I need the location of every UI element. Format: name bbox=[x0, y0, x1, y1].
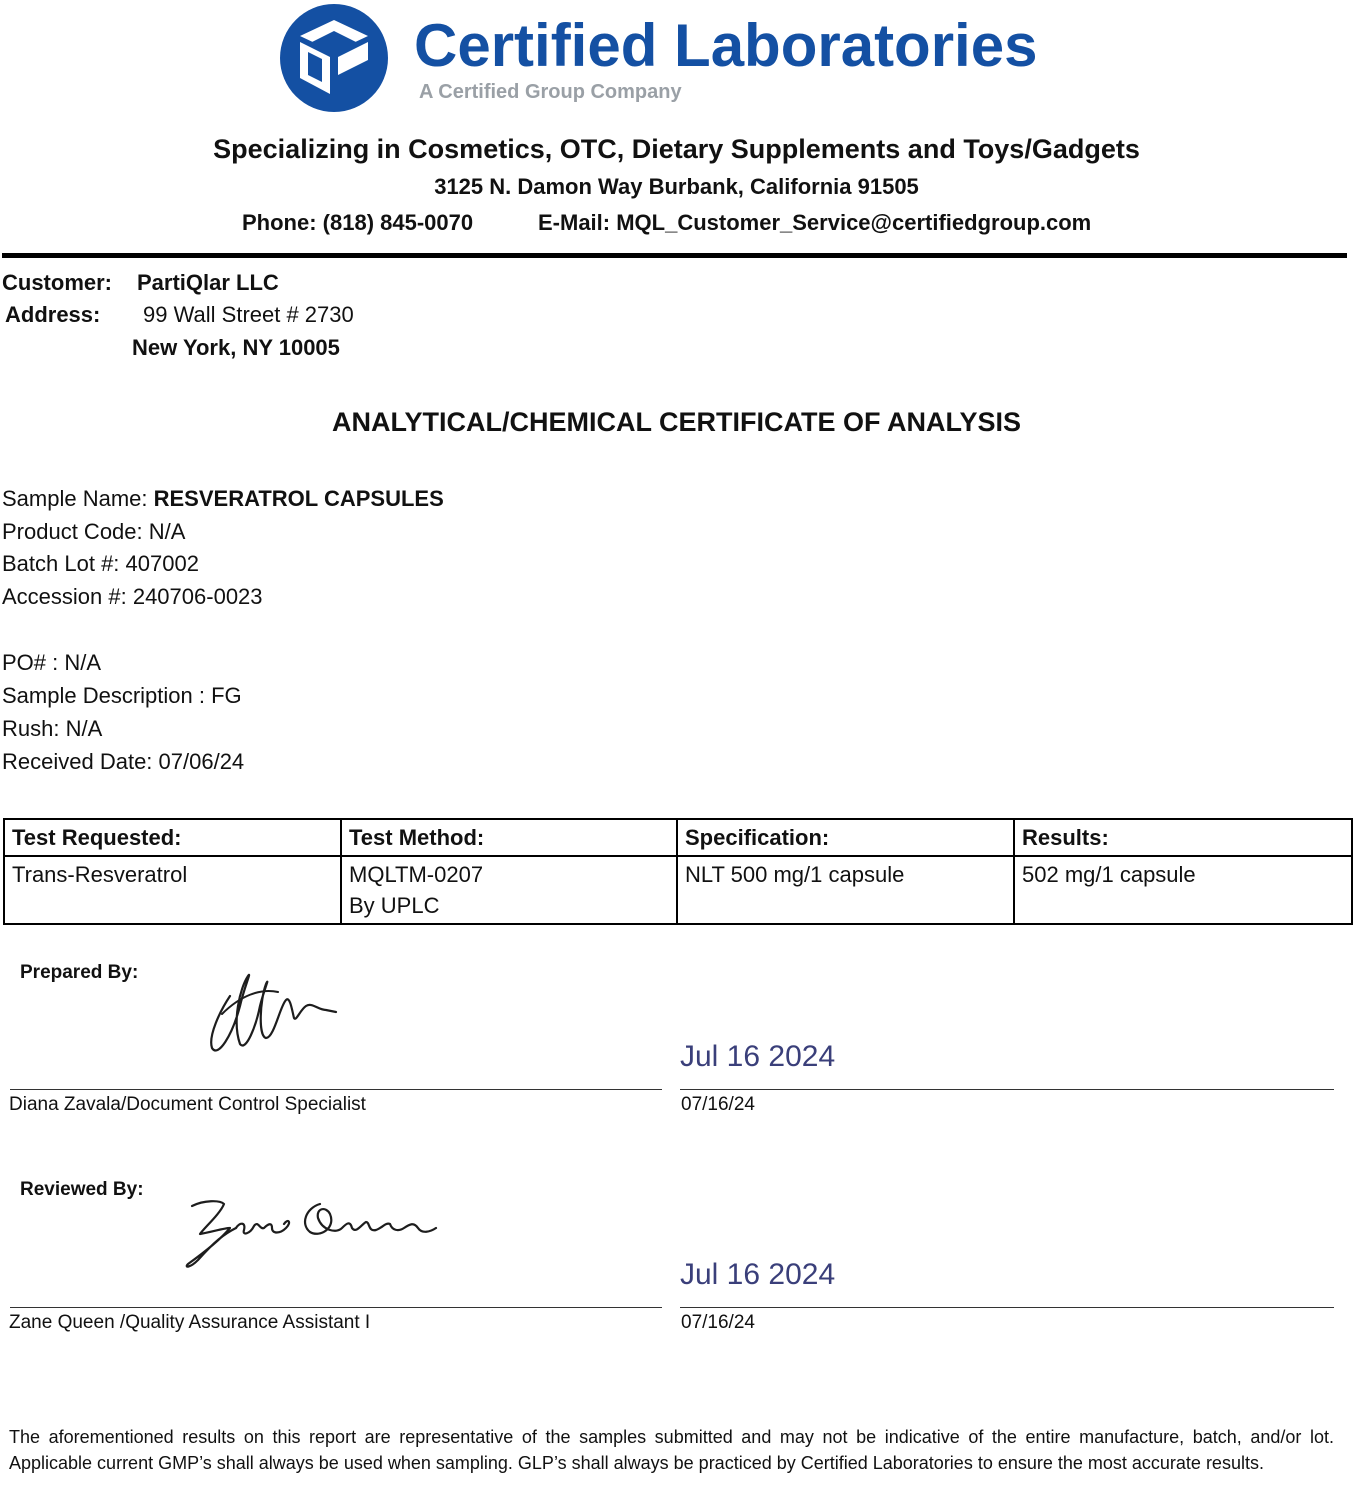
document-title: ANALYTICAL/CHEMICAL CERTIFICATE OF ANALYSIS bbox=[331, 407, 1022, 437]
reviewed-by-name: Zane Queen /Quality Assurance Assistant I bbox=[9, 1312, 371, 1333]
column-header-specification: Specification: bbox=[677, 819, 1014, 856]
customer-value: PartiQlar LLC bbox=[137, 270, 279, 295]
column-header-method: Test Method: bbox=[341, 819, 677, 856]
header-divider bbox=[2, 253, 1347, 258]
sample-description: Sample Description : FG bbox=[2, 683, 242, 708]
prepared-by-label: Prepared By: bbox=[20, 962, 139, 983]
product-code: Product Code: N/A bbox=[2, 519, 186, 544]
prepared-date-line bbox=[680, 1089, 1334, 1090]
address-line-2: New York, NY 10005 bbox=[132, 335, 340, 360]
cell-specification: NLT 500 mg/1 capsule bbox=[677, 856, 1014, 924]
column-header-test: Test Requested: bbox=[4, 819, 341, 856]
address-label: Address: bbox=[5, 302, 101, 327]
table-header-row bbox=[4, 819, 1352, 856]
reviewed-by-label: Reviewed By: bbox=[20, 1179, 144, 1200]
received-date: Received Date: 07/06/24 bbox=[2, 749, 245, 774]
cell-method bbox=[341, 856, 677, 924]
reviewed-stamp-date: Jul 16 2024 bbox=[680, 1258, 836, 1291]
po-number: PO# : N/A bbox=[2, 650, 102, 675]
certified-labs-logo-icon bbox=[272, 2, 396, 114]
cell-result: 502 mg/1 capsule bbox=[1014, 856, 1352, 924]
company-phone: Phone: (818) 845-0070 bbox=[242, 210, 474, 235]
sample-name-label: Sample Name: bbox=[2, 486, 154, 511]
company-name: Certified Laboratories bbox=[414, 12, 1038, 79]
reviewed-date-line bbox=[680, 1307, 1334, 1308]
prepared-by-name: Diana Zavala/Document Control Specialist bbox=[9, 1094, 366, 1115]
batch-lot: Batch Lot #: 407002 bbox=[2, 551, 199, 576]
accession-number: Accession #: 240706-0023 bbox=[2, 584, 263, 609]
rush: Rush: N/A bbox=[2, 716, 103, 741]
method-line-1: MQLTM-0207 bbox=[349, 862, 484, 887]
reviewed-signature-image bbox=[180, 1194, 440, 1270]
company-address: 3125 N. Damon Way Burbank, California 91505 bbox=[434, 174, 919, 199]
company-specialty: Specializing in Cosmetics, OTC, Dietary Supplements and Toys/Gadgets bbox=[213, 134, 1140, 164]
footer-disclaimer: The aforementioned results on this report are representative of the samples submitted and may not be indicative of the entire manufacture, batch, and/or lot. Applicable current GMP’s shall always be used when sampling. GLP’s shall always be practiced by Certified Laboratories to ensure the most accurate results. bbox=[9, 1427, 1334, 1473]
column-header-results: Results: bbox=[1014, 819, 1352, 856]
results-table bbox=[3, 818, 1353, 925]
company-tagline: A Certified Group Company bbox=[419, 81, 682, 103]
prepared-stamp-date: Jul 16 2024 bbox=[680, 1040, 836, 1073]
table-row bbox=[4, 856, 1352, 924]
reviewed-signature-line bbox=[10, 1307, 662, 1308]
prepared-signature-image bbox=[200, 966, 340, 1058]
prepared-signature-line bbox=[10, 1089, 662, 1090]
customer-label: Customer: bbox=[2, 270, 113, 295]
company-email: E-Mail: MQL_Customer_Service@certifiedgroup.com bbox=[538, 210, 1092, 235]
sample-name-value: RESVERATROL CAPSULES bbox=[153, 486, 444, 511]
method-line-2: By UPLC bbox=[349, 893, 440, 918]
reviewed-date: 07/16/24 bbox=[681, 1312, 755, 1333]
address-line-1: 99 Wall Street # 2730 bbox=[143, 302, 354, 327]
sample-name bbox=[2, 486, 444, 512]
cell-test: Trans-Resveratrol bbox=[4, 856, 341, 924]
prepared-date: 07/16/24 bbox=[681, 1094, 755, 1115]
